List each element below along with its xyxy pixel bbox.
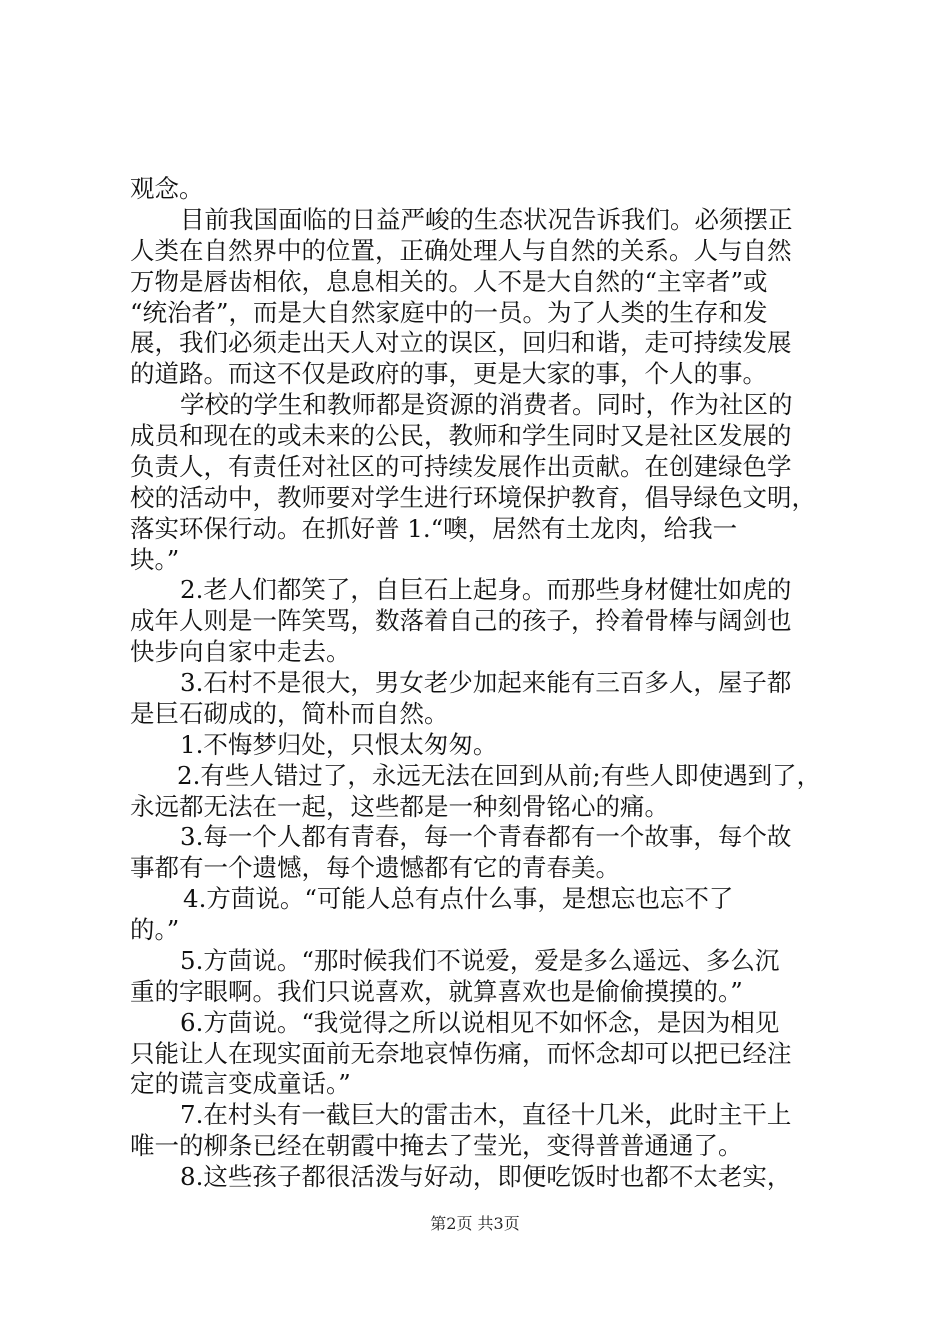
text-line: 的道路。而这不仅是政府的事，更是大家的事，个人的事。 [130,359,767,388]
text-line: 展，我们必须走出天人对立的误区，回归和谐，走可持续发展 [130,328,792,357]
text-line: 成员和现在的或未来的公民，教师和学生同时又是社区发展的 [130,421,792,450]
text-line: “统治者”，而是大自然家庭中的一员。为了人类的生存和发 [130,298,768,327]
text-line: 观念。 [130,174,204,203]
text-line: 5.方茴说。“那时候我们不说爱，爱是多么遥远、多么沉 [180,946,780,975]
text-line: 负责人，有责任对社区的可持续发展作出贡献。在创建绿色学 [130,452,792,481]
text-line: 4.方茴说。“可能人总有点什么事，是想忘也忘不了 [183,884,734,913]
text-line: 6.方茴说。“我觉得之所以说相见不如怀念，是因为相见 [180,1008,780,1037]
text-line: 3.石村不是很大，男女老少加起来能有三百多人，屋子都 [180,668,792,697]
text-line: 学校的学生和教师都是资源的消费者。同时，作为社区的 [180,390,793,419]
text-line: 事都有一个遗憾，每个遗憾都有它的青春美。 [130,853,620,882]
text-line: 2.有些人错过了，永远无法在回到从前;有些人即使遇到了， [177,761,822,790]
text-line: 8.这些孩子都很活泼与好动，即便吃饭时也都不太老实， [180,1162,792,1191]
text-line: 3.每一个人都有青春，每一个青春都有一个故事，每个故 [180,822,792,851]
text-line: 人类在自然界中的位置，正确处理人与自然的关系。人与自然 [130,236,792,265]
text-line: 是巨石砌成的，简朴而自然。 [130,699,449,728]
text-line: 万物是唇齿相依，息息相关的。人不是大自然的“主宰者”或 [130,267,768,296]
text-line: 落实环保行动。在抓好普 1.“噢，居然有土龙肉，给我一 [130,514,738,543]
text-line: 快步向自家中走去。 [130,637,351,666]
text-line: 成年人则是一阵笑骂，数落着自己的孩子，拎着骨棒与阔剑也 [130,606,792,635]
text-line: 块。” [130,545,180,574]
text-line: 只能让人在现实面前无奈地哀悼伤痛，而怀念却可以把已经注 [130,1039,792,1068]
text-line: 1.不悔梦归处，只恨太匆匆。 [180,730,498,759]
text-line: 的。” [130,915,180,944]
page-footer: 第2页 共3页 [430,1214,520,1233]
text-line: 目前我国面临的日益严峻的生态状况告诉我们。必须摆正 [180,205,793,234]
text-line: 永远都无法在一起，这些都是一种刻骨铭心的痛。 [130,792,669,821]
text-line: 校的活动中，教师要对学生进行环境保护教育，倡导绿色文明， [130,483,816,512]
text-line: 2.老人们都笑了，自巨石上起身。而那些身材健壮如虎的 [180,575,792,604]
text-line: 重的字眼啊。我们只说喜欢，就算喜欢也是偷偷摸摸的。” [130,977,743,1006]
text-line: 唯一的柳条已经在朝霞中掩去了莹光，变得普普通通了。 [130,1131,743,1160]
text-line: 定的谎言变成童话。” [130,1069,351,1098]
text-line: 7.在村头有一截巨大的雷击木，直径十几米，此时主干上 [180,1100,792,1129]
